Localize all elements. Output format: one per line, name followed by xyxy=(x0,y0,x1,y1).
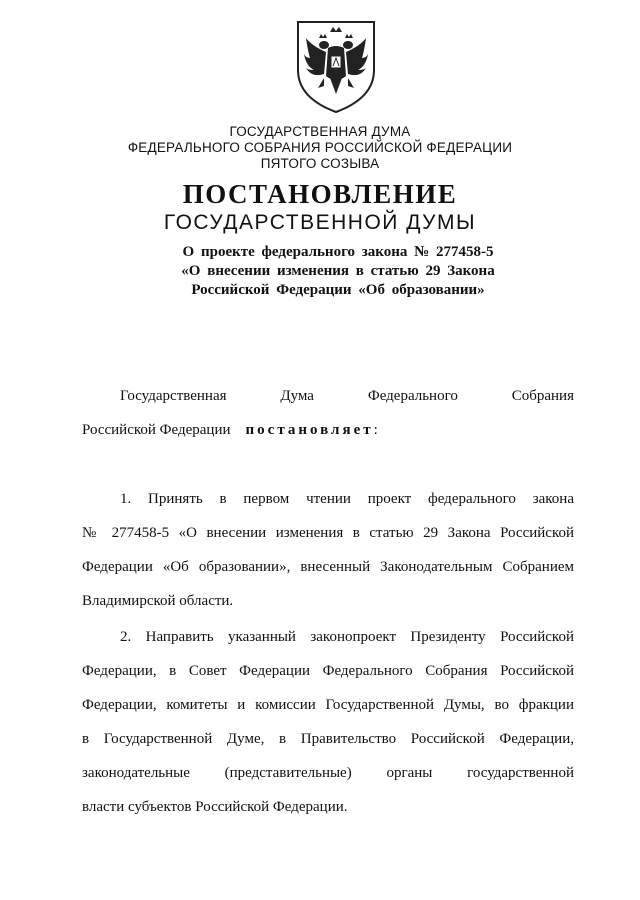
coat-of-arms-icon xyxy=(294,18,378,116)
item-1-line-4: Владимирской области. xyxy=(82,593,234,609)
item-2-line-6: власти субъектов Российской Федерации. xyxy=(82,799,348,815)
item-2 xyxy=(82,620,574,824)
header-line-2: ФЕДЕРАЛЬНОГО СОБРАНИЯ РОССИЙСКОЙ ФЕДЕРАЦИИ xyxy=(127,140,513,155)
item-2-line-5: законодательные (представительные) органы государственной xyxy=(82,765,574,781)
preamble-text: Российской Федерации xyxy=(82,422,231,438)
item-1-line-2: № 277458-5 «О внесении изменения в статью 29 Закона Российской xyxy=(82,525,574,541)
preamble-line-1: Государственная Дума Федерального Собрания xyxy=(120,388,574,404)
subject-line-3: Российской Федерации «Об образовании» xyxy=(191,282,485,298)
item-2-line-4: в Государственной Думе, в Правительство Российской Федерации, xyxy=(82,731,574,747)
item-1-line-3: Федерации «Об образовании», внесенный Законодательным Собранием xyxy=(82,559,574,575)
decision-colon: : xyxy=(373,422,378,438)
decision-verb: постановляет xyxy=(245,422,374,438)
item-2-line-2: Федерации, в Совет Федерации Федерального Собрания Российской xyxy=(82,663,574,679)
item-2-line-1: 2. Направить указанный законопроект Президенту Российской xyxy=(120,629,574,645)
item-2-line-3: Федерации, комитеты и комиссии Государственной Думы, во фракции xyxy=(82,697,574,713)
item-1 xyxy=(82,482,574,618)
subject-line-1: О проекте федерального закона № 277458-5 xyxy=(182,244,494,260)
document-subtitle: ГОСУДАРСТВЕННОЙ ДУМЫ xyxy=(163,211,477,234)
preamble-line-2 xyxy=(82,413,574,447)
header-line-1: ГОСУДАРСТВЕННАЯ ДУМА xyxy=(229,124,411,139)
subject-line-2: «О внесении изменения в статью 29 Закона xyxy=(181,263,495,279)
item-1-line-1: 1. Принять в первом чтении проект федерального закона xyxy=(120,491,574,507)
document-title: ПОСТАНОВЛЕНИЕ xyxy=(182,179,458,209)
preamble xyxy=(82,379,574,447)
header-line-3: ПЯТОГО СОЗЫВА xyxy=(260,156,380,171)
